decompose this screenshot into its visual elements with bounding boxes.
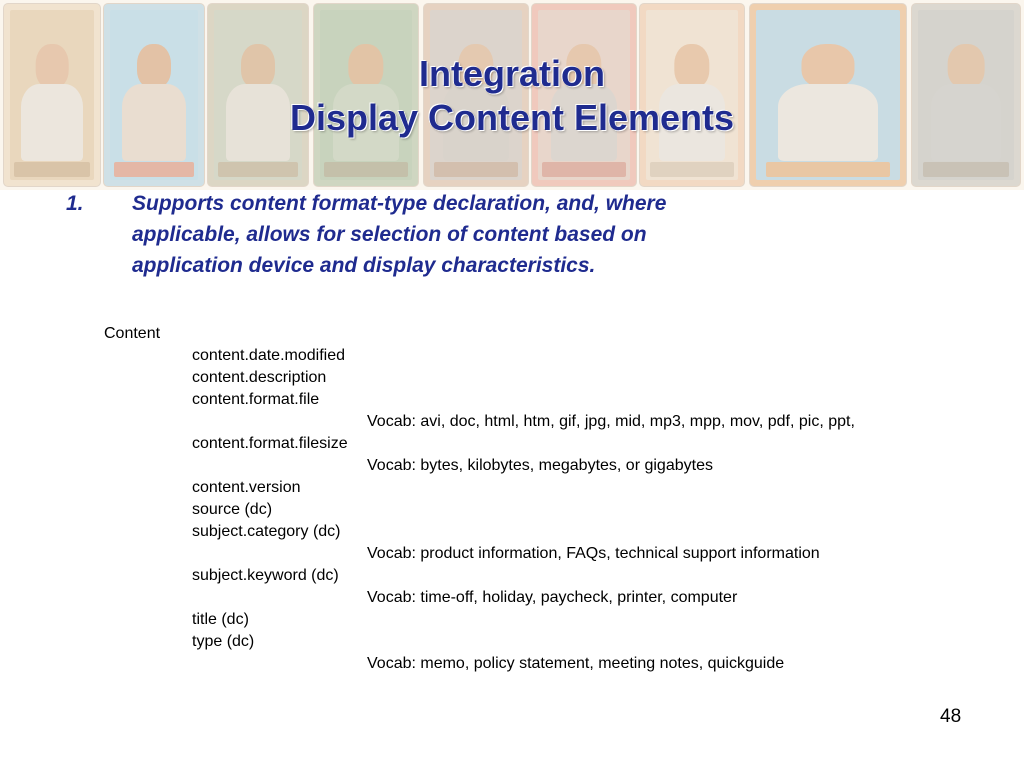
bullet-number: 1. (66, 192, 84, 215)
field-name: content.format.filesize (192, 435, 348, 452)
field-name: type (dc) (192, 633, 255, 650)
field-name: content.date.modified (192, 347, 345, 364)
bullet-text: Supports content format-type declaration, and, where applicable, allows for selection of content based on application device and display characteristics. (132, 192, 667, 277)
field-name: content.version (192, 479, 301, 496)
field-name: subject.category (dc) (192, 523, 341, 540)
page-number: 48 (940, 706, 962, 727)
field-name: content.description (192, 369, 327, 386)
title-line-1: Integration (419, 53, 605, 94)
slide-title (0, 52, 1024, 140)
field-name: subject.keyword (dc) (192, 567, 339, 584)
field-name: content.format.file (192, 391, 320, 408)
vocab-list: Vocab: memo, policy statement, meeting notes, quickguide (367, 655, 785, 672)
title-line-2: Display Content Elements (289, 97, 735, 138)
vocab-list: Vocab: time-off, holiday, paycheck, printer, computer (367, 589, 738, 606)
field-name: source (dc) (192, 501, 273, 518)
vocab-list: Vocab: bytes, kilobytes, megabytes, or gigabytes (367, 457, 713, 474)
vocab-list: Vocab: avi, doc, html, htm, gif, jpg, mid, mp3, mpp, mov, pdf, pic, ppt, (367, 413, 855, 430)
field-name: title (dc) (192, 611, 249, 628)
vocab-list: Vocab: product information, FAQs, technical support information (367, 545, 820, 562)
content-heading: Content (104, 325, 161, 342)
